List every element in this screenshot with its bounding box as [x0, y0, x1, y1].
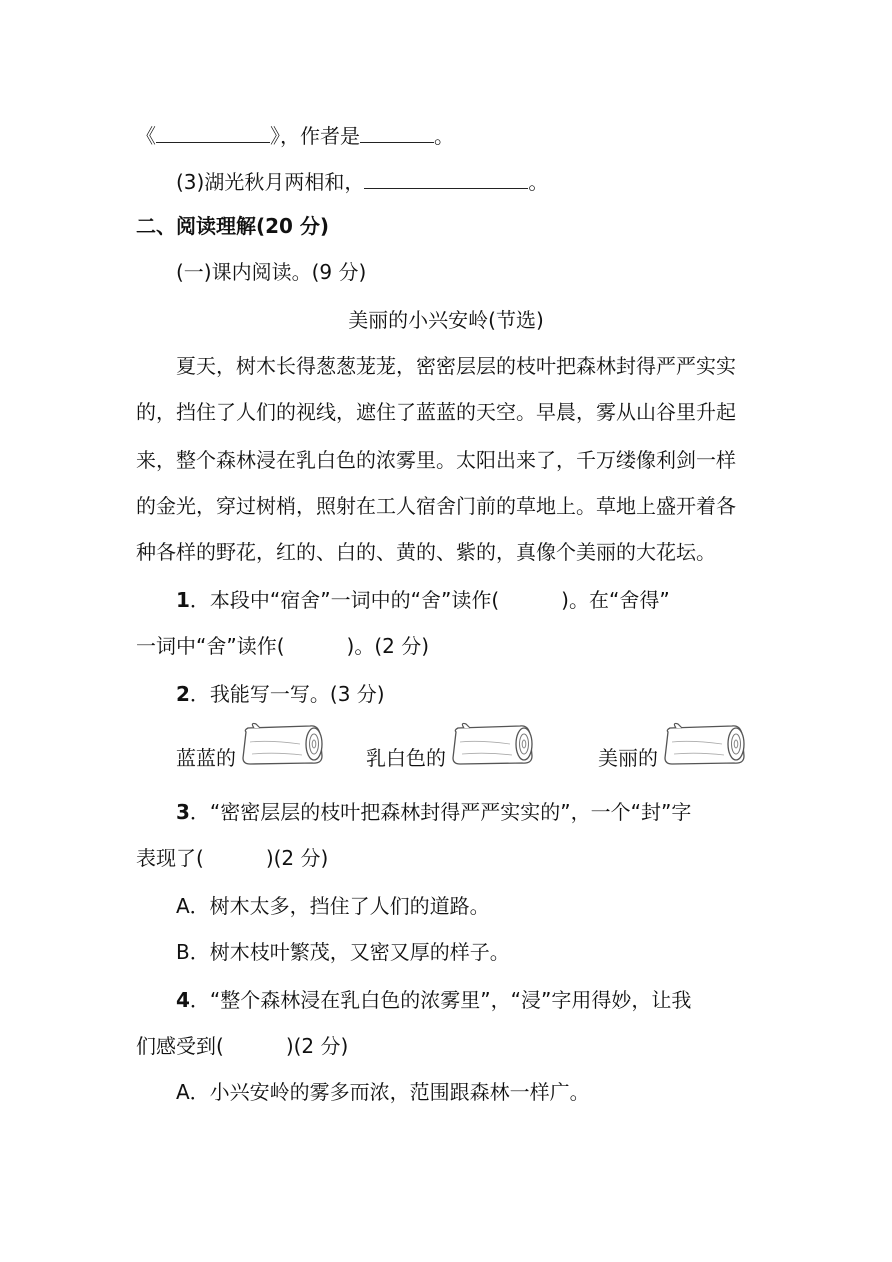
question-score: )。(2 分) — [346, 634, 430, 658]
option-a[interactable]: A．树木太多，挡住了人们的道路。 — [176, 894, 490, 918]
question-text: ．本段中“宿舍”一词中的“舍”读作( — [189, 588, 500, 612]
question-2 — [176, 680, 385, 708]
passage-title: 美丽的小兴安岭(节选) — [348, 308, 544, 332]
log-icon[interactable] — [450, 722, 534, 768]
subsection-heading: (一)课内阅读。(9 分) — [176, 260, 367, 284]
passage-line: 种各样的野花，红的、白的、黄的、紫的，真像个美丽的大花坛。 — [136, 540, 716, 564]
poem-line-text: (3)湖光秋月两相和， — [176, 170, 365, 194]
question-1-line2 — [136, 632, 429, 660]
question-text: 们感受到( — [136, 1034, 224, 1058]
question-4-line2 — [136, 1032, 348, 1060]
line-end-period: 。 — [434, 124, 454, 148]
passage-line: 夏天，树木长得葱葱茏茏，密密层层的枝叶把森林封得严严实实 — [176, 354, 736, 378]
fill-label: 乳白色的 — [366, 746, 446, 770]
question-3-line2 — [136, 844, 328, 872]
log-icon[interactable] — [662, 722, 746, 768]
question-text: )。在“舍得” — [561, 588, 670, 612]
passage-line: 的，挡住了人们的视线，遮住了蓝蓝的天空。早晨，雾从山谷里升起 — [136, 400, 736, 424]
option-a[interactable]: A．小兴安岭的雾多而浓，范围跟森林一样广。 — [176, 1080, 590, 1104]
option-b[interactable]: B．树木枝叶繁茂，又密又厚的样子。 — [176, 940, 510, 964]
fill-label: 美丽的 — [598, 746, 658, 770]
poem-fill-line — [176, 166, 548, 196]
question-score: )(2 分) — [285, 1034, 349, 1058]
passage-line: 来，整个森林浸在乳白色的浓雾里。太阳出来了，千万缕像利剑一样 — [136, 448, 736, 472]
line-end-period: 。 — [528, 170, 549, 194]
question-score: )(2 分) — [265, 846, 329, 870]
book-open-bracket: 《 — [136, 124, 156, 148]
question-number: 2 — [176, 682, 190, 706]
question-number: 4 — [176, 988, 190, 1012]
question-4 — [176, 986, 691, 1014]
author-label: 》，作者是 — [270, 124, 360, 148]
question-3 — [176, 798, 691, 826]
author-blank[interactable] — [360, 120, 434, 143]
question-1 — [176, 586, 670, 614]
passage-line: 的金光，穿过树梢，照射在工人宿舍门前的草地上。草地上盛开着各 — [136, 494, 736, 518]
question-text: ．“整个森林浸在乳白色的浓雾里”，“浸”字用得妙，让我 — [189, 988, 692, 1012]
section-heading: 二、阅读理解(20 分) — [136, 214, 330, 238]
question-number: 3 — [176, 800, 190, 824]
question-text: ．我能写一写。(3 分) — [189, 682, 385, 706]
question-number: 1 — [176, 588, 190, 612]
question-text: 一词中“舍”读作( — [136, 634, 285, 658]
poem-line-blank[interactable] — [364, 166, 528, 189]
question-text: ．“密密层层的枝叶把森林封得严严实实的”，一个“封”字 — [189, 800, 692, 824]
question-text: 表现了( — [136, 846, 204, 870]
log-icon[interactable] — [240, 722, 324, 768]
book-title-blank[interactable] — [156, 120, 270, 143]
fill-label: 蓝蓝的 — [176, 746, 236, 770]
poem-question-line — [136, 120, 454, 150]
